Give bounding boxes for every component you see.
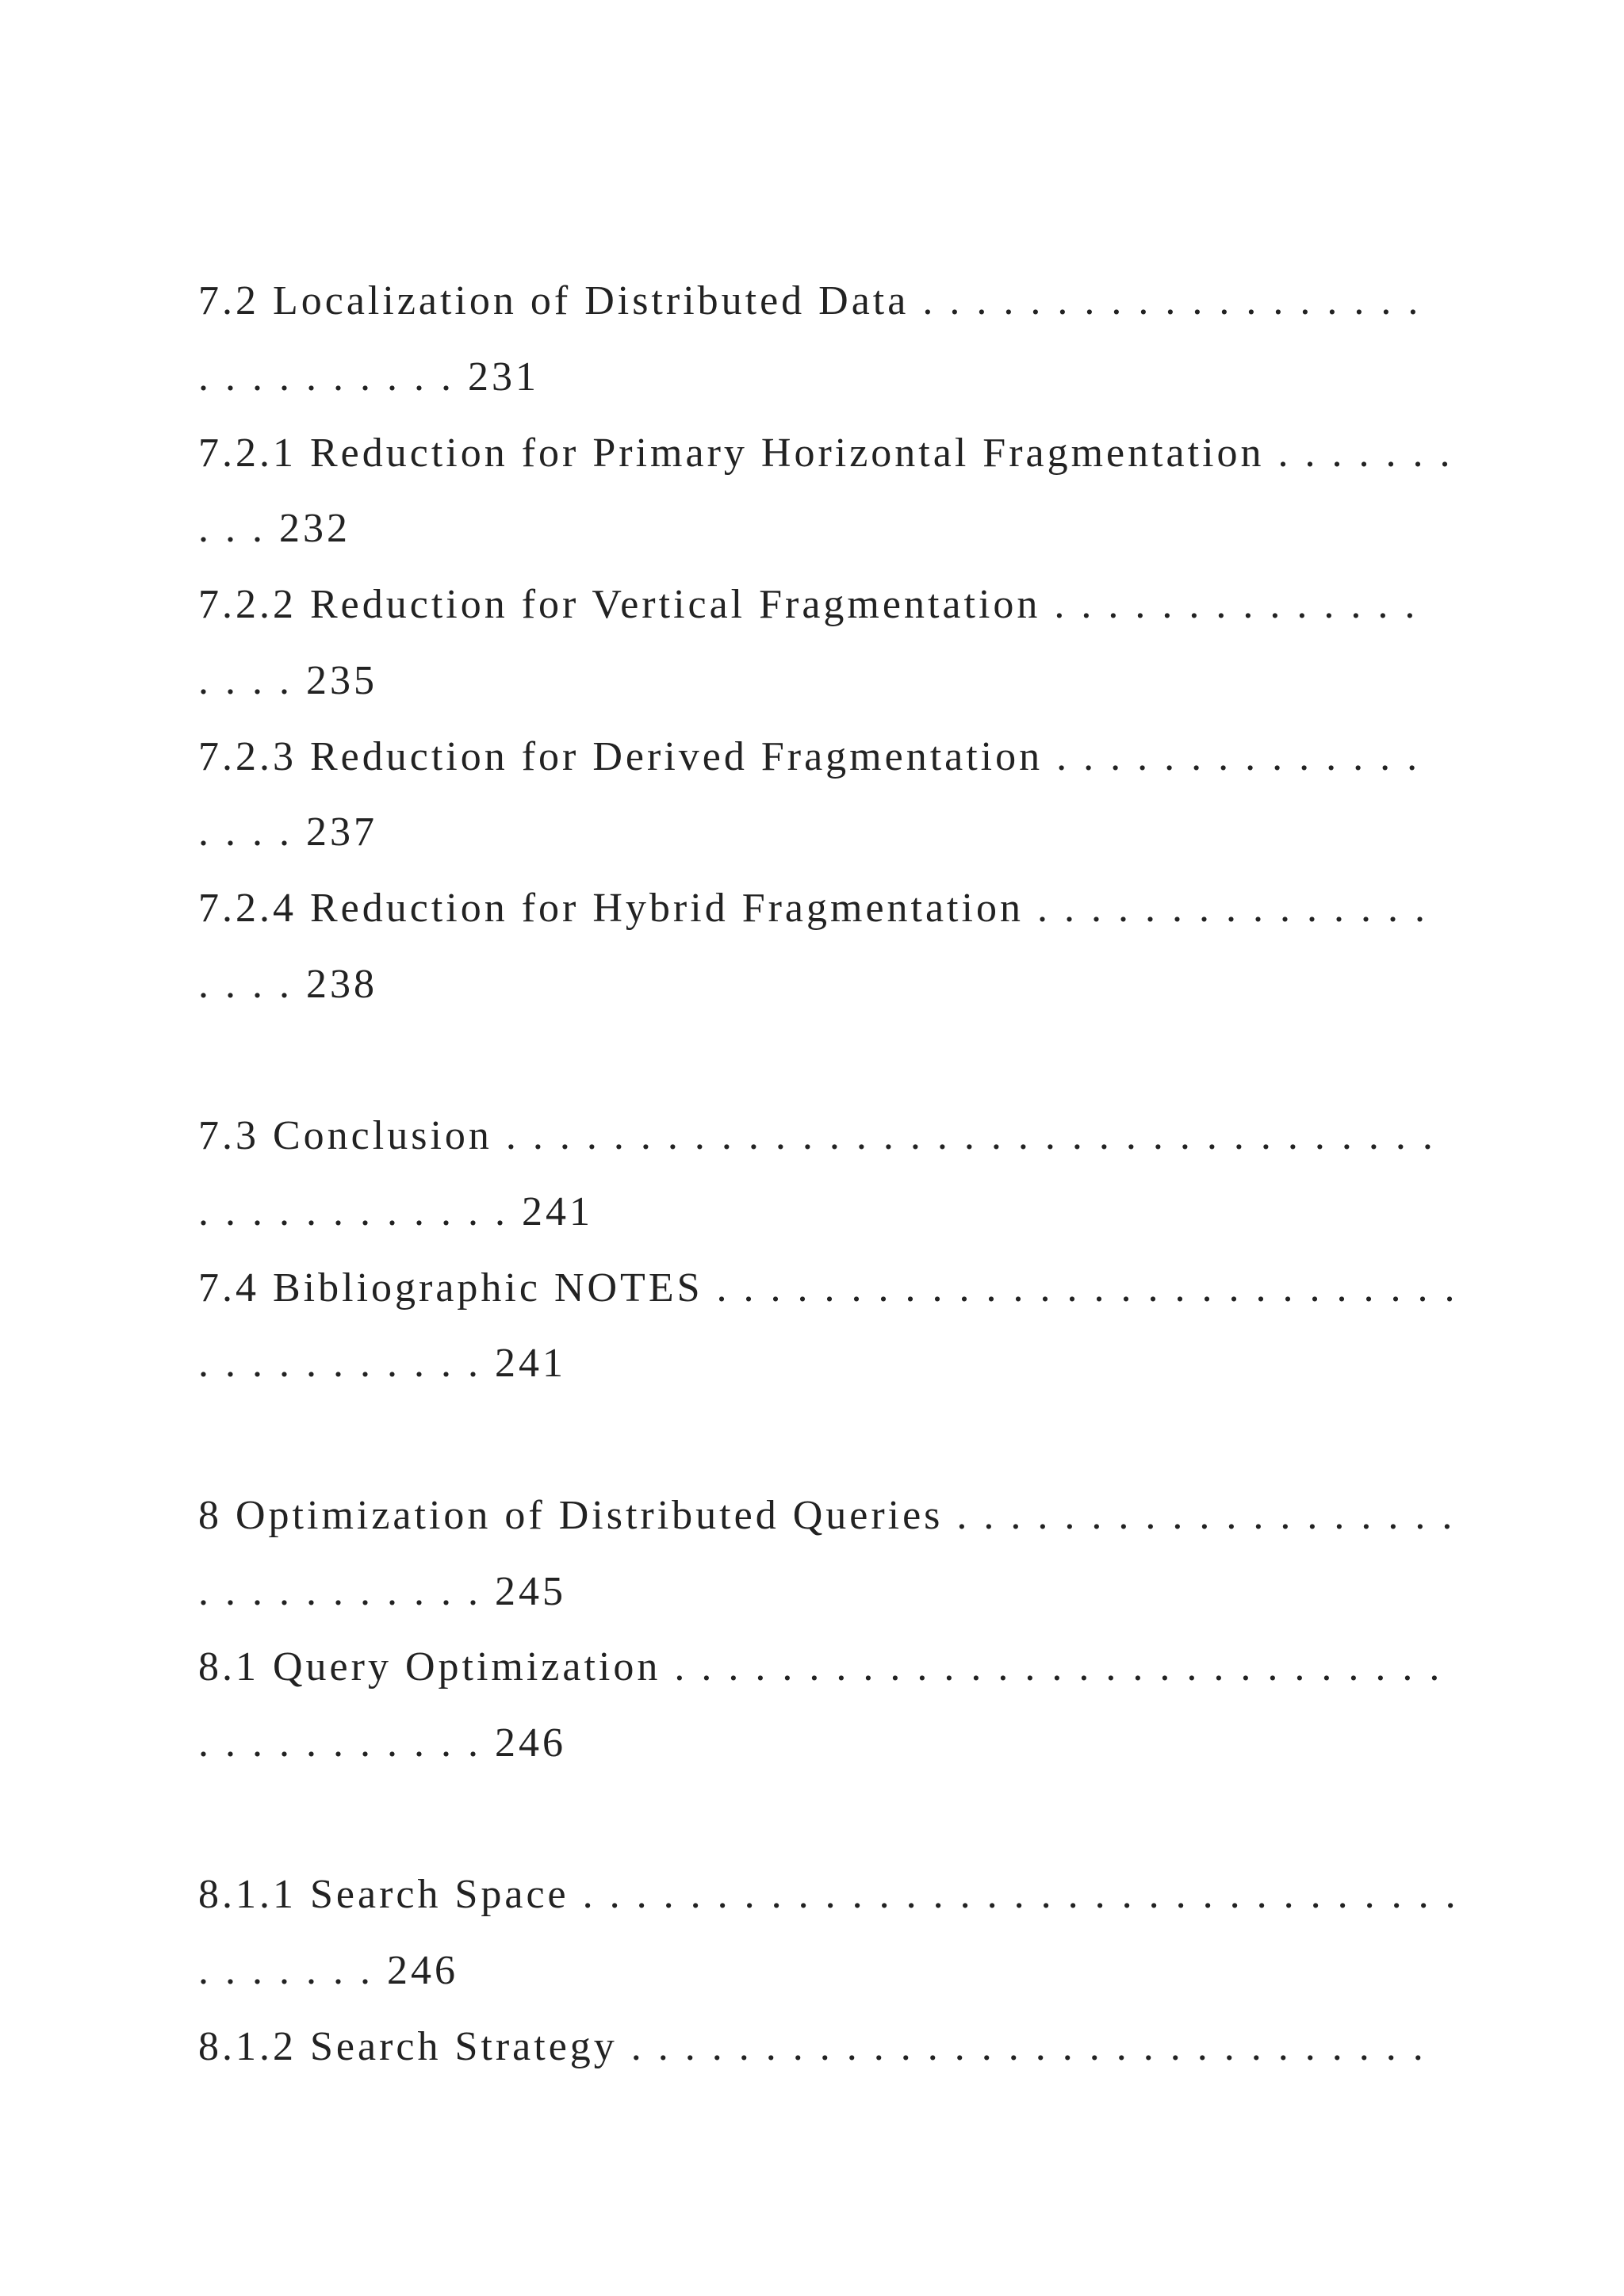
toc-entry-8-1-page: . . . . . . . . . . . 246	[198, 1720, 566, 1766]
toc-entry-7-2: 7.2 Localization of Distributed Data . . . . . . . . . . . . . . . . . . .	[198, 278, 1422, 323]
toc-entry-8-1-2: 8.1.2 Search Strategy . . . . . . . . . . . . . . . . . . . . . . . . . . . . . .	[198, 2024, 1427, 2069]
toc-entry-8-1-1: 8.1.1 Search Space . . . . . . . . . . . . . . . . . . . . . . . . . . . . . . . . .	[198, 1872, 1459, 1917]
toc-entry-7-4-page: . . . . . . . . . . . 241	[198, 1341, 566, 1386]
toc-entry-8-1-1-page: . . . . . . . 246	[198, 1948, 458, 1993]
toc-entry-8-page: . . . . . . . . . . . 245	[198, 1569, 566, 1614]
toc-entry-7-2-2-page: . . . . 235	[198, 658, 377, 703]
toc-entry-7-3-page: . . . . . . . . . . . . 241	[198, 1189, 593, 1234]
toc-entry-7-4: 7.4 Bibliographic NOTES . . . . . . . . . . . . . . . . . . . . . . . . . . . .	[198, 1265, 1458, 1311]
toc-entry-7-2-1-page: . . . 232	[198, 506, 350, 551]
toc-entry-8: 8 Optimization of Distributed Queries . . . . . . . . . . . . . . . . . . .	[198, 1493, 1456, 1538]
toc-entry-7-2-page: . . . . . . . . . . 231	[198, 354, 539, 400]
toc-entry-7-2-4: 7.2.4 Reduction for Hybrid Fragmentation . . . . . . . . . . . . . . .	[198, 886, 1428, 931]
toc-entry-7-2-4-page: . . . . 238	[198, 962, 377, 1007]
toc-entry-7-3: 7.3 Conclusion . . . . . . . . . . . . . . . . . . . . . . . . . . . . . . . . . . .	[198, 1113, 1436, 1158]
toc-entry-7-2-2: 7.2.2 Reduction for Vertical Fragmentation . . . . . . . . . . . . . .	[198, 582, 1419, 627]
toc-entry-8-1: 8.1 Query Optimization . . . . . . . . . . . . . . . . . . . . . . . . . . . . .	[198, 1644, 1443, 1689]
toc-entry-7-2-1: 7.2.1 Reduction for Primary Horizontal Fragmentation . . . . . . .	[198, 430, 1454, 476]
toc-entry-7-2-3-page: . . . . 237	[198, 809, 377, 855]
toc-entry-7-2-3: 7.2.3 Reduction for Derived Fragmentation . . . . . . . . . . . . . .	[198, 734, 1421, 779]
